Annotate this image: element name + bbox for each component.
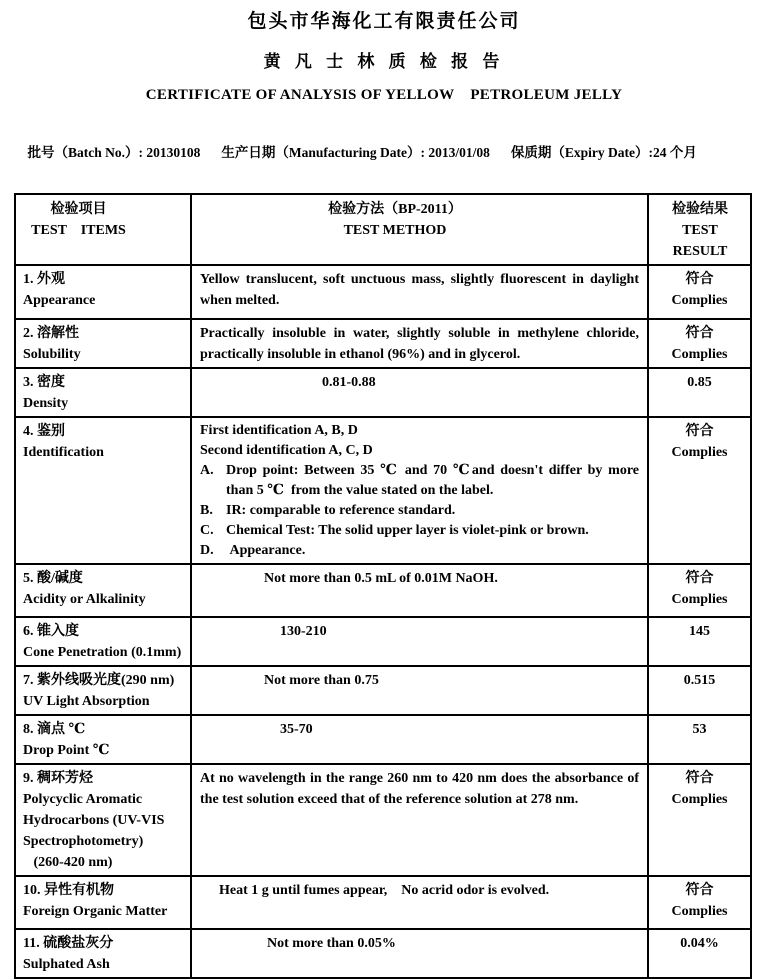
test-item-line: Polycyclic Aromatic xyxy=(23,792,143,807)
test-method-text: Yellow translucent, soft unctuous mass, slightly fluorescent in daylight when melted. xyxy=(200,272,639,308)
test-result-cell xyxy=(648,265,751,319)
test-item-line: Appearance xyxy=(23,293,96,308)
test-item-cell xyxy=(15,417,191,564)
manufacturing-date-value: 2013/01/08 xyxy=(428,145,490,160)
test-item-cell xyxy=(15,764,191,876)
test-item-line: Sulphated Ash xyxy=(23,957,110,972)
test-method-cell xyxy=(191,265,648,319)
identification-marker: C. xyxy=(200,523,214,538)
test-item-cell xyxy=(15,265,191,319)
test-result-cell xyxy=(648,564,751,617)
identification-list-item xyxy=(200,501,639,521)
test-results-table xyxy=(14,193,752,979)
col-header-test-method-en: TEST METHOD xyxy=(343,223,447,238)
test-method-cell xyxy=(191,715,648,764)
expiry-date-field xyxy=(511,145,697,160)
test-item-cell xyxy=(15,319,191,368)
manufacturing-date-label: 生产日期（Manufacturing Date）: xyxy=(221,145,429,160)
expiry-date-label: 保质期（Expiry Date）: xyxy=(510,145,653,160)
test-item-line: Drop Point ℃ xyxy=(23,743,110,758)
test-result-line: 145 xyxy=(689,624,710,639)
test-result-cell xyxy=(648,876,751,929)
table-row xyxy=(15,368,751,417)
test-method-cell xyxy=(191,764,648,876)
test-result-cell xyxy=(648,764,751,876)
table-row xyxy=(15,715,751,764)
test-result-line: 0.515 xyxy=(683,673,716,688)
test-item-line: 2. 溶解性 xyxy=(23,326,79,341)
batch-info-line xyxy=(14,126,754,180)
table-row xyxy=(15,417,751,564)
test-result-line: 53 xyxy=(692,722,707,737)
col-header-test-items xyxy=(15,194,191,265)
identification-line: Second identification A, C, D xyxy=(200,443,373,458)
test-item-line: 10. 异性有机物 xyxy=(23,883,114,898)
test-item-cell xyxy=(15,617,191,666)
test-result-line: 符合 xyxy=(685,571,714,586)
batch-number-field xyxy=(28,145,201,160)
table-row xyxy=(15,876,751,929)
test-method-text: Practically insoluble in water, slightly soluble in methylene chloride, practically insoluble in ethanol (96%) and in glycerol. xyxy=(200,326,639,362)
table-row xyxy=(15,265,751,319)
identification-marker: D. xyxy=(200,543,214,558)
col-header-test-items-en: TEST ITEMS xyxy=(31,223,126,238)
test-method-cell xyxy=(191,417,648,564)
test-result-line: 符合 xyxy=(685,883,714,898)
test-result-line: 0.85 xyxy=(687,375,712,390)
table-row xyxy=(15,617,751,666)
identification-text: Drop point: Between 35 ℃ and 70 ℃and doesn't differ by more than 5 ℃ from the value stated on the label. xyxy=(226,463,643,498)
test-item-cell xyxy=(15,564,191,617)
test-method-cell xyxy=(191,876,648,929)
col-header-test-result xyxy=(648,194,751,265)
test-item-line: 4. 鉴别 xyxy=(23,424,65,439)
test-result-cell xyxy=(648,417,751,564)
test-method-cell xyxy=(191,929,648,978)
test-result-line: 0.04% xyxy=(680,936,719,951)
col-header-test-result-zh: 检验结果 xyxy=(672,202,728,217)
identification-line: First identification A, B, D xyxy=(200,423,358,438)
test-method-text: Not more than 0.5 mL of 0.01M NaOH. xyxy=(264,571,498,586)
test-item-line: Spectrophotometry) xyxy=(23,834,144,849)
batch-number-label: 批号（Batch No.）: xyxy=(27,145,147,160)
col-header-test-result-en2: RESULT xyxy=(672,244,728,259)
identification-text: Appearance. xyxy=(226,543,306,558)
test-item-cell xyxy=(15,929,191,978)
test-item-line: 3. 密度 xyxy=(23,375,65,390)
test-item-cell xyxy=(15,715,191,764)
test-result-line: Complies xyxy=(671,347,728,362)
col-header-test-method xyxy=(191,194,648,265)
test-result-line: Complies xyxy=(671,904,728,919)
test-item-line: 6. 锥入度 xyxy=(23,624,79,639)
test-result-cell xyxy=(648,929,751,978)
test-method-text: 0.81-0.88 xyxy=(322,375,376,390)
test-method-cell xyxy=(191,617,648,666)
col-header-test-items-zh: 检验项目 xyxy=(50,202,107,217)
test-item-line: Hydrocarbons (UV-VIS xyxy=(23,813,165,828)
test-item-line: (260-420 nm) xyxy=(23,855,113,870)
test-table-body xyxy=(15,265,751,978)
test-item-line: 8. 滴点 ℃ xyxy=(23,722,86,737)
test-result-cell xyxy=(648,715,751,764)
test-method-cell xyxy=(191,368,648,417)
test-result-cell xyxy=(648,368,751,417)
test-item-cell xyxy=(15,368,191,417)
table-row xyxy=(15,929,751,978)
identification-list-item xyxy=(200,541,639,561)
table-row xyxy=(15,319,751,368)
test-item-cell xyxy=(15,876,191,929)
test-method-text: At no wavelength in the range 260 nm to 420 nm does the absorbance of the test solution exceed that of the reference solution at 278 nm. xyxy=(200,771,639,807)
expiry-date-value: 24 个月 xyxy=(653,145,697,160)
test-item-line: UV Light Absorption xyxy=(23,694,150,709)
col-header-test-result-en1: TEST xyxy=(682,223,718,238)
identification-list-item xyxy=(200,521,639,541)
test-item-line: Foreign Organic Matter xyxy=(23,904,168,919)
test-item-line: Density xyxy=(23,396,69,411)
test-result-line: Complies xyxy=(671,445,728,460)
identification-text: Chemical Test: The solid upper layer is violet-pink or brown. xyxy=(226,523,589,538)
test-item-line: 9. 稠环芳烃 xyxy=(23,771,93,786)
test-method-text: Heat 1 g until fumes appear, No acrid odor is evolved. xyxy=(219,883,550,898)
identification-marker: A. xyxy=(200,463,214,478)
test-result-line: Complies xyxy=(671,792,728,807)
test-item-line: Cone Penetration (0.1mm) xyxy=(23,645,182,660)
test-item-cell xyxy=(15,666,191,715)
test-method-text: Not more than 0.75 xyxy=(264,673,379,688)
table-row xyxy=(15,564,751,617)
test-result-line: 符合 xyxy=(685,771,714,786)
test-result-cell xyxy=(648,617,751,666)
test-method-cell xyxy=(191,319,648,368)
test-result-line: 符合 xyxy=(685,424,714,439)
test-item-line: 1. 外观 xyxy=(23,272,65,287)
test-method-text: 130-210 xyxy=(280,624,327,639)
test-result-line: Complies xyxy=(671,592,728,607)
table-row xyxy=(15,764,751,876)
table-header xyxy=(15,194,751,265)
col-header-test-method-zh: 检验方法（BP-2011） xyxy=(328,202,462,217)
manufacturing-date-field xyxy=(221,145,490,160)
identification-list-item xyxy=(200,461,643,501)
test-method-text: Not more than 0.05% xyxy=(267,936,396,951)
table-header-row xyxy=(15,194,751,265)
test-result-line: 符合 xyxy=(685,272,714,287)
test-result-line: Complies xyxy=(671,293,728,308)
test-result-cell xyxy=(648,666,751,715)
test-result-cell xyxy=(648,319,751,368)
identification-marker: B. xyxy=(200,503,213,518)
certificate-title: CERTIFICATE OF ANALYSIS OF YELLOW PETROLEUM JELLY xyxy=(145,87,623,103)
test-method-text: 35-70 xyxy=(280,722,313,737)
test-item-line: Identification xyxy=(23,445,104,460)
company-name: 包头市华海化工有限责任公司 xyxy=(247,11,521,32)
test-method-cell xyxy=(191,564,648,617)
test-item-line: Acidity or Alkalinity xyxy=(23,592,146,607)
test-item-line: Solubility xyxy=(23,347,81,362)
report-title: 黄 凡 士 林 质 检 报 告 xyxy=(263,52,505,71)
test-item-line: 5. 酸/碱度 xyxy=(23,571,83,586)
test-item-line: 11. 硫酸盐灰分 xyxy=(23,936,114,951)
test-result-line: 符合 xyxy=(685,326,714,341)
identification-text: IR: comparable to reference standard. xyxy=(226,503,456,518)
test-method-cell xyxy=(191,666,648,715)
test-item-line: 7. 紫外线吸光度(290 nm) xyxy=(23,673,175,688)
batch-number-value: 20130108 xyxy=(146,145,201,160)
table-row xyxy=(15,666,751,715)
